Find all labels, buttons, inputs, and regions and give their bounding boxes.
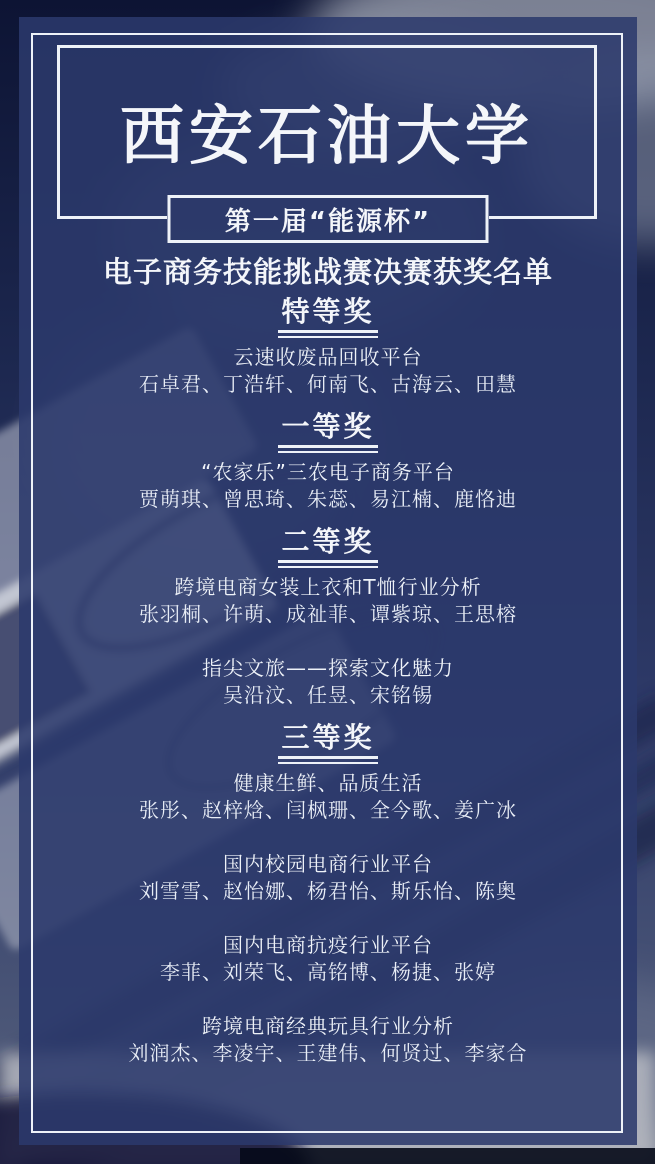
list-subtitle: 电子商务技能挑战赛决赛获奖名单 (102, 255, 553, 289)
award-entry (19, 770, 637, 824)
title-frame-bottom-line-right (489, 216, 597, 219)
team-members: 石卓君、丁浩轩、何南飞、古海云、田慧 (139, 372, 517, 396)
award-section (19, 412, 637, 513)
team-members: 刘润杰、李凌宇、王建伟、何贤过、李家合 (128, 1041, 528, 1065)
event-badge (168, 195, 489, 243)
award-level-heading: 二等奖 (281, 525, 375, 558)
awards-list (19, 297, 637, 1067)
award-level-heading: 特等奖 (281, 295, 375, 328)
award-entry (19, 459, 637, 513)
award-entries (19, 770, 637, 1067)
team-members: 张羽桐、许萌、成祉菲、谭紫琼、王思榕 (139, 602, 517, 626)
project-name: 跨境电商经典玩具行业分析 (202, 1014, 454, 1038)
underline-line-bottom (278, 336, 378, 338)
team-members: 李菲、刘荣飞、高铭博、杨捷、张婷 (160, 960, 496, 984)
award-entry (19, 574, 637, 628)
heading-underline (19, 756, 637, 764)
main-panel (19, 17, 637, 1145)
project-name: 国内电商抗疫行业平台 (223, 933, 433, 957)
project-name: 国内校园电商行业平台 (223, 852, 433, 876)
award-entry (19, 932, 637, 986)
event-badge-label: 第一届“能源杯” (224, 206, 432, 237)
team-members: 吴沿汶、任昱、宋铭锡 (223, 683, 433, 707)
award-section (19, 527, 637, 709)
underline-line-bottom (278, 566, 378, 568)
award-entry (19, 655, 637, 709)
underline-line-top (278, 560, 378, 563)
underline-line-top (278, 330, 378, 333)
award-level-heading: 三等奖 (281, 721, 375, 754)
university-title: 西安石油大学 (120, 99, 534, 174)
heading-underline (19, 445, 637, 453)
award-section (19, 297, 637, 398)
project-name: 跨境电商女装上衣和T恤行业分析 (174, 575, 482, 599)
team-members: 张彤、赵梓焓、闫枫珊、全今歌、姜广冰 (139, 798, 517, 822)
award-level-heading: 一等奖 (281, 410, 375, 443)
underline-line-top (278, 445, 378, 448)
team-members: 贾萌琪、曾思琦、朱蕊、易江楠、鹿恪迪 (139, 487, 517, 511)
award-section (19, 723, 637, 1067)
project-name: 健康生鲜、品质生活 (233, 771, 423, 795)
award-entry (19, 1013, 637, 1067)
award-entry (19, 344, 637, 398)
project-name: 云速收废品回收平台 (233, 345, 423, 369)
award-entry (19, 851, 637, 905)
title-frame-bottom-line-left (57, 216, 167, 219)
award-entries (19, 459, 637, 513)
underline-line-bottom (278, 451, 378, 453)
project-name: “农家乐”三农电子商务平台 (201, 460, 455, 484)
underline-line-top (278, 756, 378, 759)
heading-underline (19, 560, 637, 568)
award-entries (19, 344, 637, 398)
team-members: 刘雪雪、赵怡娜、杨君怡、斯乐怡、陈奥 (139, 879, 517, 903)
underline-line-bottom (278, 762, 378, 764)
project-name: 指尖文旅——探索文化魅力 (202, 656, 454, 680)
heading-underline (19, 330, 637, 338)
award-entries (19, 574, 637, 709)
